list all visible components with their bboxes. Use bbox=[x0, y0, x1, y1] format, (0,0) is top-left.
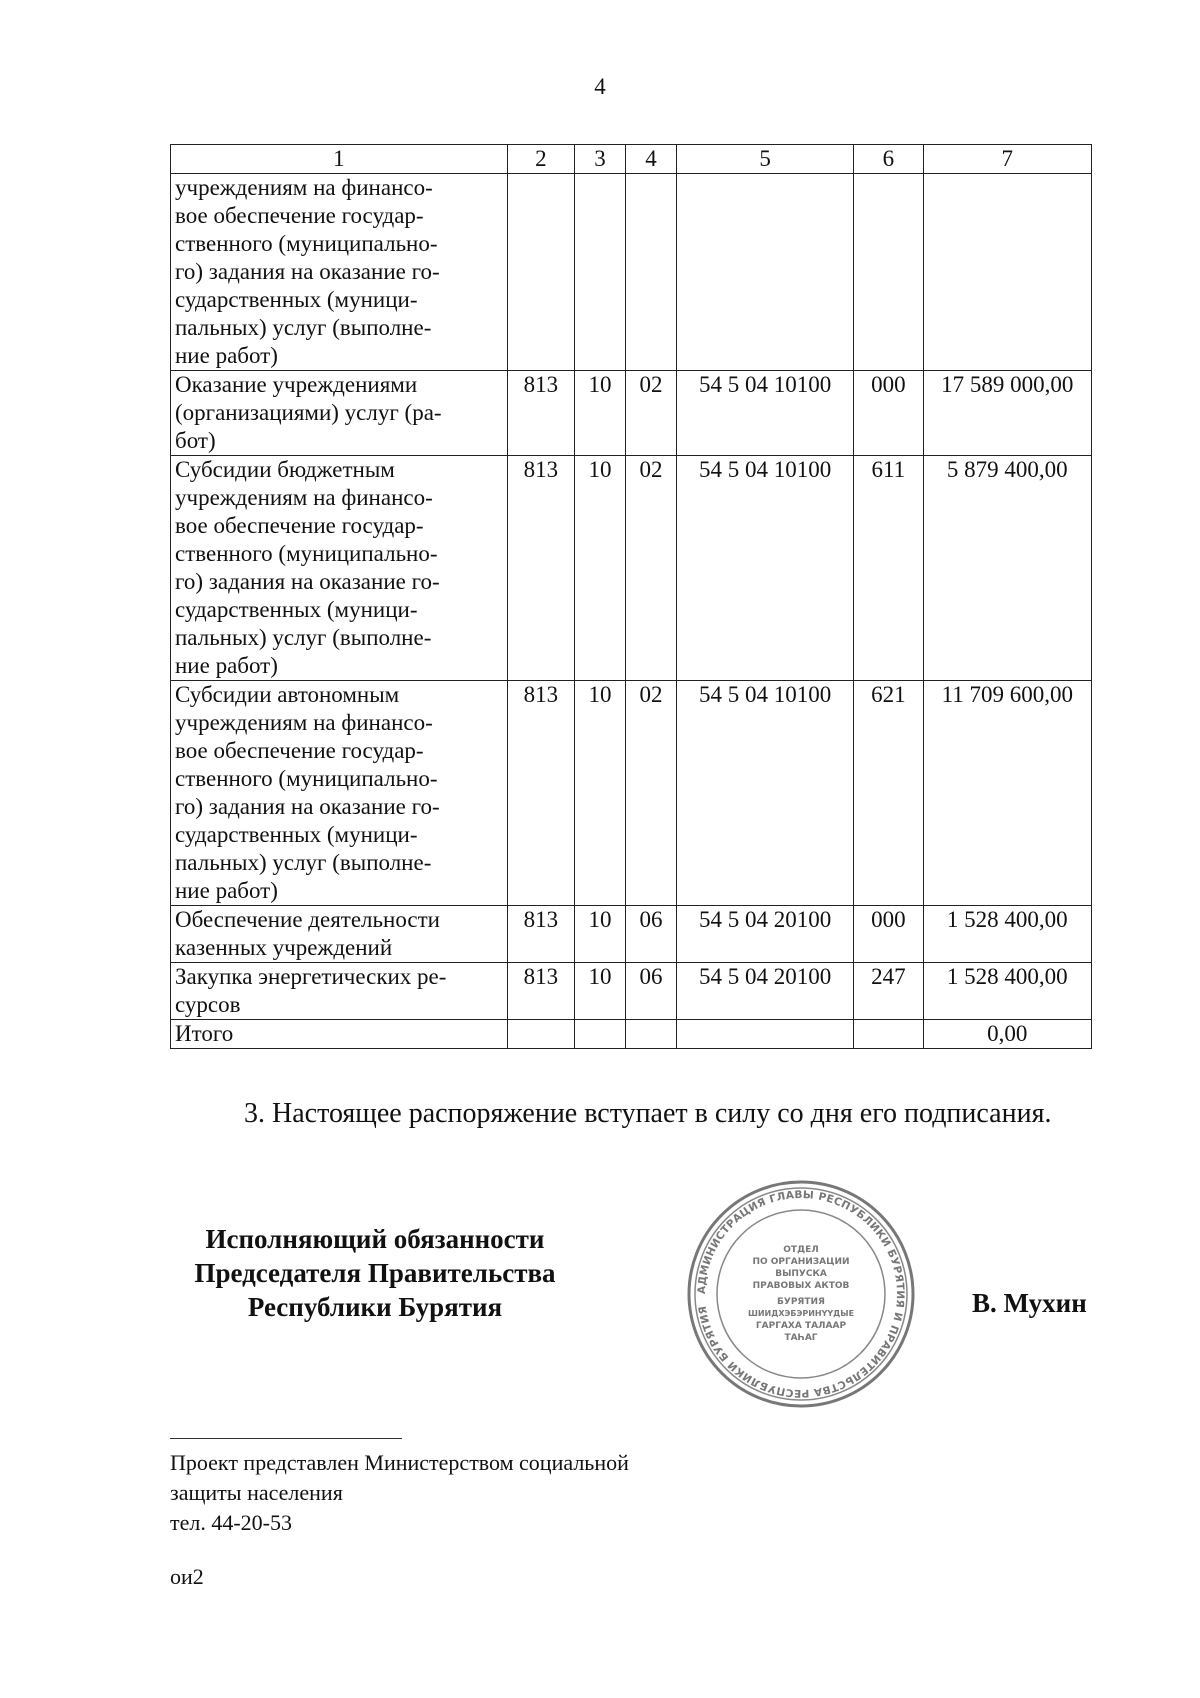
cell-section: 10 bbox=[575, 906, 626, 963]
page-number: 4 bbox=[594, 74, 606, 99]
seal-outer-text: АДМИНИСТРАЦИЯ ГЛАВЫ РЕСПУБЛИКИ БУРЯТИЯ И ПРАВИТЕЛЬСТВА РЕСПУБЛИКИ БУРЯТИЯ bbox=[695, 1188, 907, 1400]
table-header-row bbox=[171, 145, 1092, 174]
column-header: 7 bbox=[923, 145, 1091, 174]
cell-expense-type: 247 bbox=[854, 963, 924, 1020]
signer-title-line: Исполняющий обязанности bbox=[205, 1224, 545, 1254]
cell-expense-type: 000 bbox=[854, 371, 924, 456]
cell-target-article bbox=[677, 1020, 854, 1049]
table-row bbox=[171, 681, 1092, 906]
cell-section: 10 bbox=[575, 681, 626, 906]
column-header: 4 bbox=[626, 145, 677, 174]
table-total-row bbox=[171, 1020, 1092, 1049]
cell-subsection bbox=[626, 174, 677, 371]
table-row bbox=[171, 456, 1092, 681]
column-header: 3 bbox=[575, 145, 626, 174]
document-code: ои2 bbox=[170, 1564, 204, 1589]
row-description: Субсидии бюджетным учреждениям на финансо- вое обеспечение государ- ственного (муниципально- го) задания на оказание го- сударственных (муници- пальных) услуг (выполне- ние работ) bbox=[171, 456, 508, 681]
seal-graphic bbox=[685, 1178, 917, 1410]
cell-expense-type bbox=[854, 174, 924, 371]
seal-inner-line: ШИИДХЭБЭРИНҮҮДЫЕ bbox=[747, 1309, 855, 1318]
footnote-line: защиты населения bbox=[170, 1480, 343, 1505]
row-description: Субсидии автономным учреждениям на финансо- вое обеспечение государ- ственного (муниципально- го) задания на оказание го- сударственных (муници- пальных) услуг (выполне- ние работ) bbox=[171, 681, 508, 906]
seal-inner-line: ПО ОРГАНИЗАЦИИ bbox=[752, 1257, 850, 1267]
seal-inner-line: ПРАВОВЫХ АКТОВ bbox=[752, 1281, 850, 1291]
svg-text:АДМИНИСТРАЦИЯ ГЛАВЫ РЕСПУБЛИКИ bbox=[696, 1189, 906, 1399]
footnote-line: тел. 44-20-53 bbox=[170, 1510, 293, 1535]
column-header: 2 bbox=[507, 145, 574, 174]
cell-expense-type: 000 bbox=[854, 906, 924, 963]
row-description: учреждениям на финансо- вое обеспечение государ- ственного (муниципально- го) задания на оказание го- сударственных (муници- пальных) услуг (выполне- ние работ) bbox=[171, 174, 508, 371]
cell-amount: 5 879 400,00 bbox=[923, 456, 1091, 681]
table-row bbox=[171, 906, 1092, 963]
table-row bbox=[171, 174, 1092, 371]
cell-target-article: 54 5 04 10100 bbox=[677, 456, 854, 681]
cell-subsection: 06 bbox=[626, 906, 677, 963]
cell-code: 813 bbox=[507, 456, 574, 681]
cell-target-article: 54 5 04 10100 bbox=[677, 371, 854, 456]
seal-inner-line: ОТДЕЛ bbox=[783, 1245, 819, 1255]
cell-expense-type: 621 bbox=[854, 681, 924, 906]
cell-target-article: 54 5 04 20100 bbox=[677, 906, 854, 963]
cell-code: 813 bbox=[507, 963, 574, 1020]
clause-paragraph: 3. Настоящее распоряжение вступает в силу со дня его подписания. bbox=[244, 1098, 1052, 1129]
official-seal-stamp bbox=[685, 1178, 917, 1410]
cell-expense-type: 611 bbox=[854, 456, 924, 681]
budget-table bbox=[170, 144, 1092, 1049]
cell-code bbox=[507, 1020, 574, 1049]
signer-name: В. Мухин bbox=[972, 1288, 1087, 1318]
cell-subsection bbox=[626, 1020, 677, 1049]
cell-expense-type bbox=[854, 1020, 924, 1049]
column-header: 1 bbox=[171, 145, 508, 174]
seal-inner-line: ТАҺАГ bbox=[784, 1333, 818, 1343]
seal-inner-line: ВЫПУСКА bbox=[775, 1269, 827, 1279]
seal-inner-line: ГАРГАХА ТАЛААР bbox=[755, 1321, 847, 1331]
cell-subsection: 02 bbox=[626, 681, 677, 906]
cell-target-article bbox=[677, 174, 854, 371]
cell-amount: 0,00 bbox=[923, 1020, 1091, 1049]
cell-amount: 1 528 400,00 bbox=[923, 906, 1091, 963]
table-row bbox=[171, 963, 1092, 1020]
cell-target-article: 54 5 04 10100 bbox=[677, 681, 854, 906]
cell-amount: 17 589 000,00 bbox=[923, 371, 1091, 456]
cell-section: 10 bbox=[575, 371, 626, 456]
signer-title-line: Республики Бурятия bbox=[247, 1292, 503, 1322]
cell-subsection: 06 bbox=[626, 963, 677, 1020]
column-header: 6 bbox=[854, 145, 924, 174]
cell-code: 813 bbox=[507, 371, 574, 456]
cell-target-article: 54 5 04 20100 bbox=[677, 963, 854, 1020]
cell-amount: 1 528 400,00 bbox=[923, 963, 1091, 1020]
cell-amount bbox=[923, 174, 1091, 371]
cell-section: 10 bbox=[575, 456, 626, 681]
cell-code: 813 bbox=[507, 681, 574, 906]
signer-title-line: Председателя Правительства bbox=[194, 1258, 556, 1288]
cell-subsection: 02 bbox=[626, 371, 677, 456]
row-description: Итого bbox=[171, 1020, 508, 1049]
table-row bbox=[171, 371, 1092, 456]
signer-title bbox=[160, 1222, 590, 1324]
row-description: Обеспечение деятельности казенных учреждений bbox=[171, 906, 508, 963]
cell-amount: 11 709 600,00 bbox=[923, 681, 1091, 906]
row-description: Оказание учреждениями (организациями) услуг (ра- бот) bbox=[171, 371, 508, 456]
cell-code: 813 bbox=[507, 906, 574, 963]
column-header: 5 bbox=[677, 145, 854, 174]
footnote-line: Проект представлен Министерством социальной bbox=[170, 1450, 629, 1475]
cell-code bbox=[507, 174, 574, 371]
footnote bbox=[170, 1448, 629, 1538]
cell-section bbox=[575, 1020, 626, 1049]
footnote-divider bbox=[170, 1438, 402, 1439]
cell-subsection: 02 bbox=[626, 456, 677, 681]
seal-inner-line: БУРЯТИЯ bbox=[777, 1297, 825, 1307]
cell-section bbox=[575, 174, 626, 371]
cell-section: 10 bbox=[575, 963, 626, 1020]
row-description: Закупка энергетических ре- сурсов bbox=[171, 963, 508, 1020]
